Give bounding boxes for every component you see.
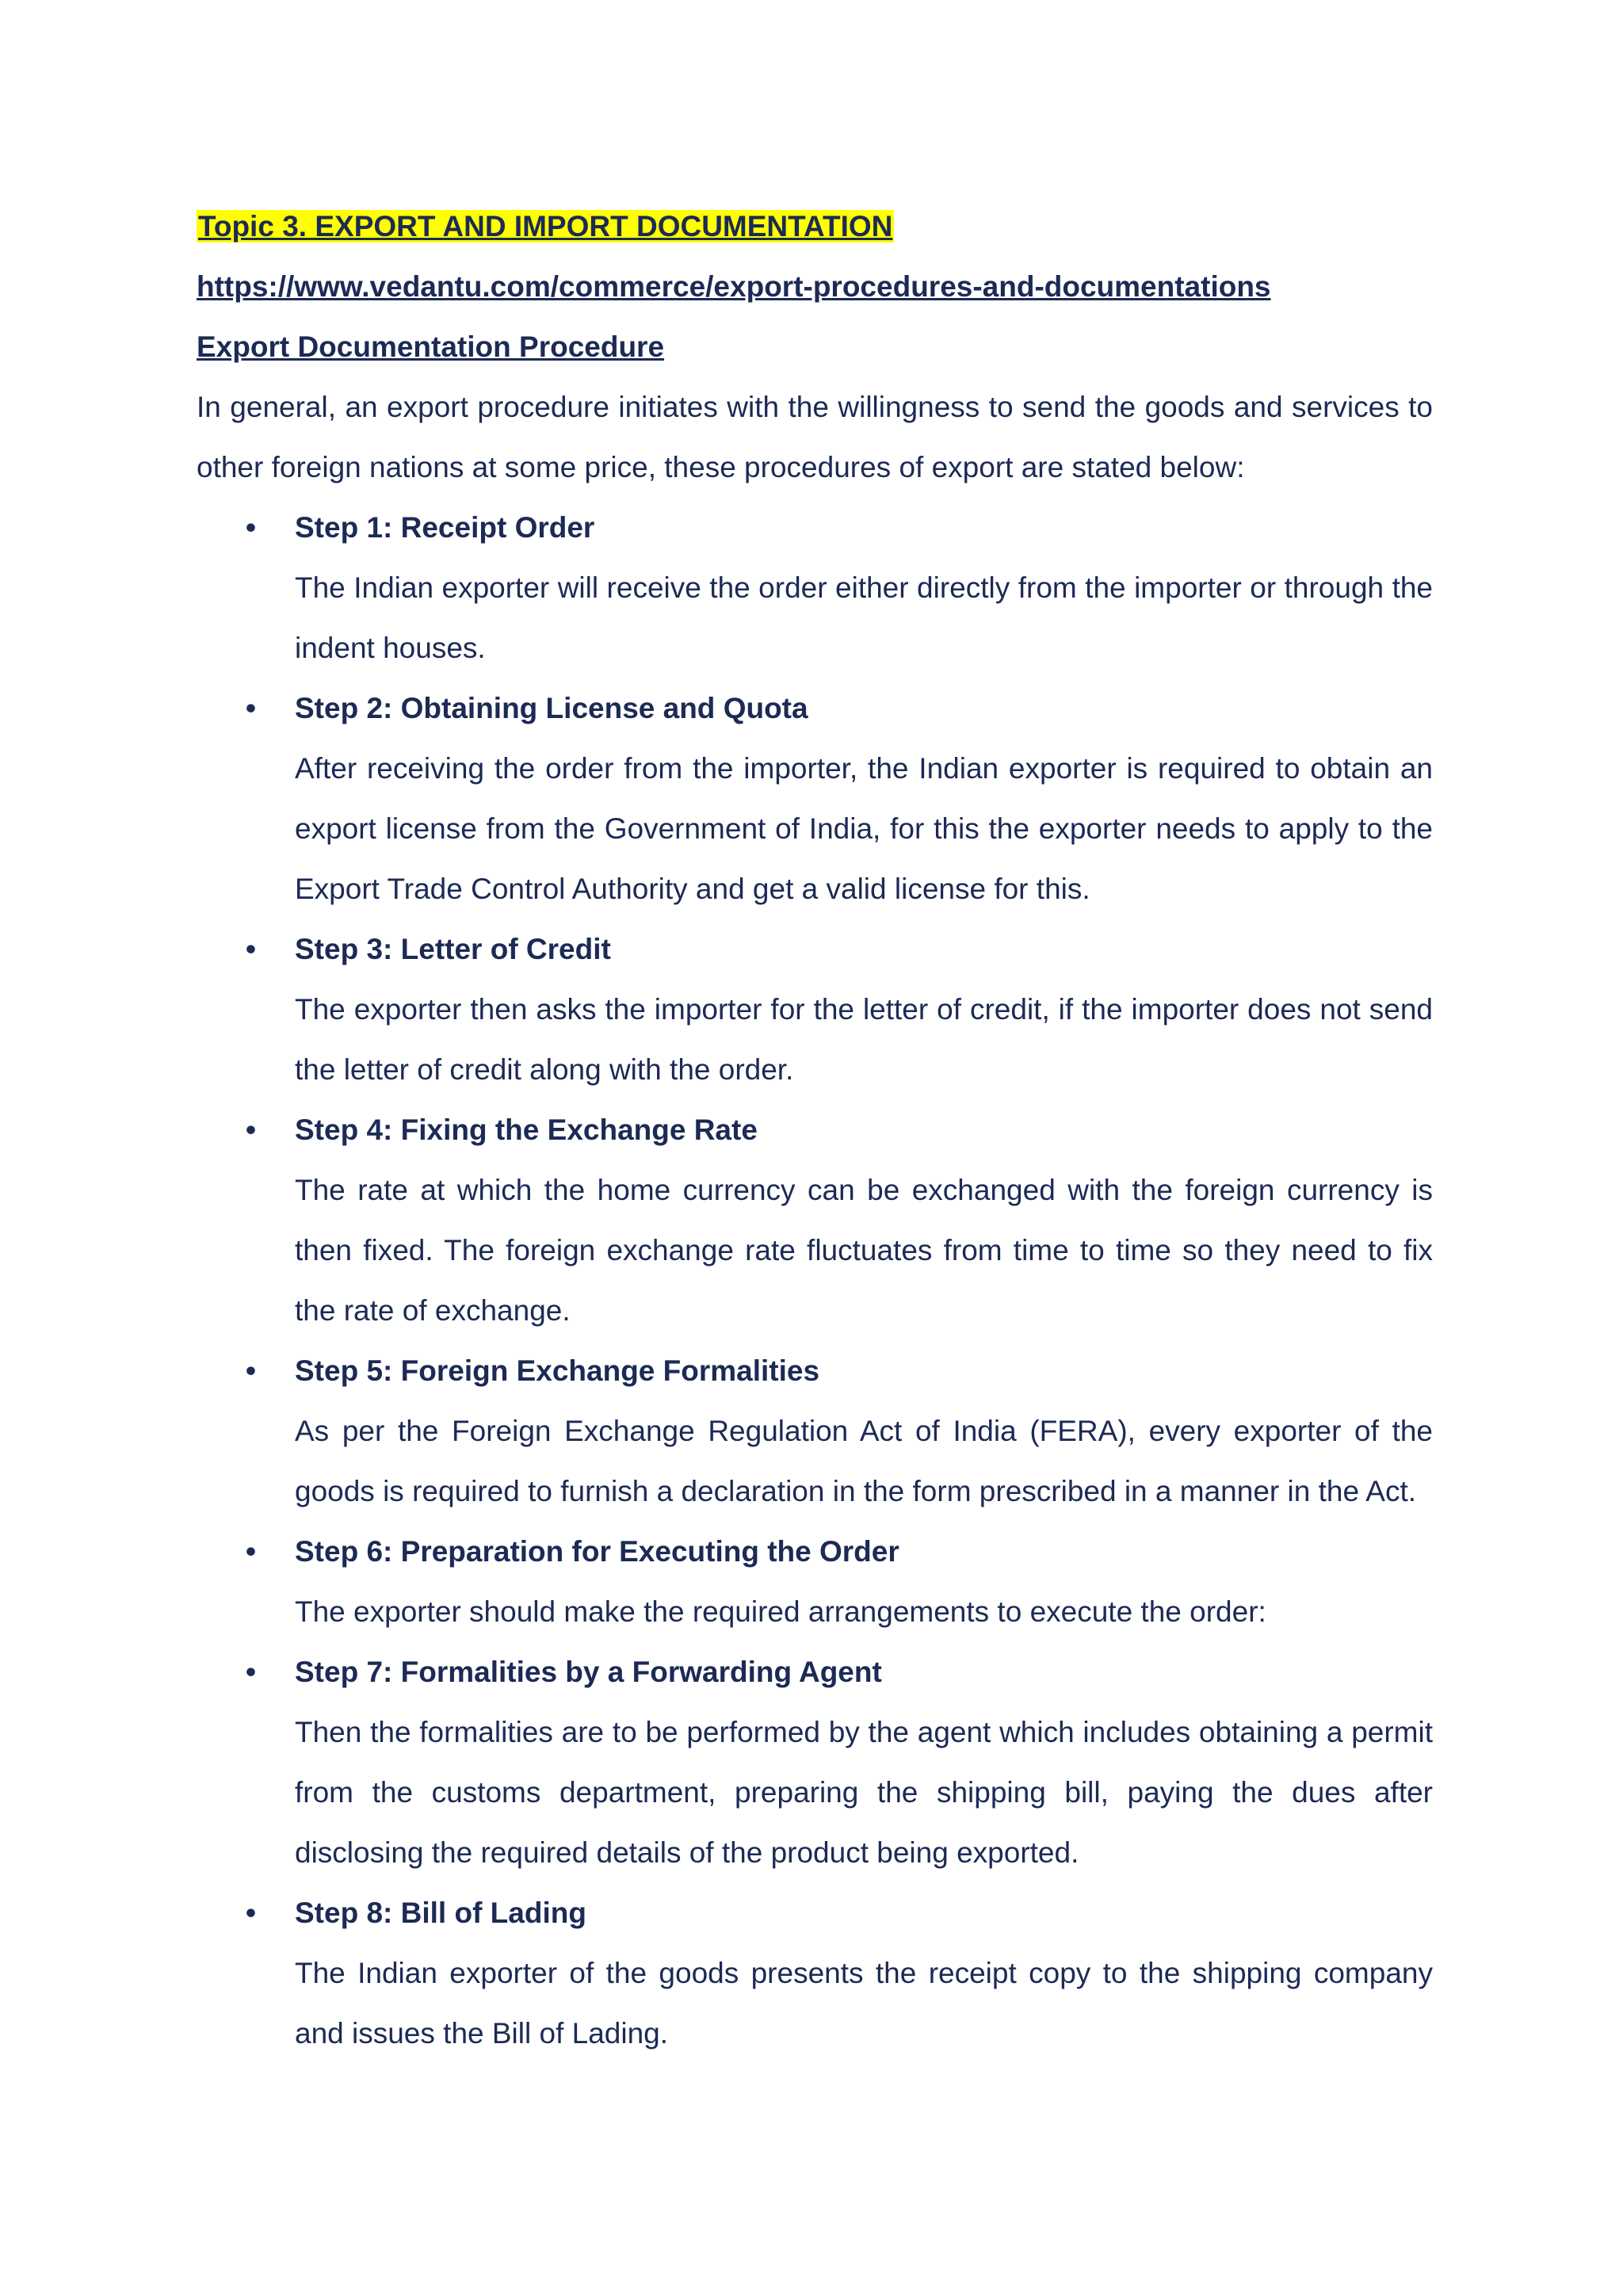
step-description: After receiving the order from the importer, the Indian exporter is required to obtain an export license from the Government of India, for this the exporter needs to apply to the Export Trade Control Authority and get a valid license for this. — [295, 752, 1433, 905]
step-item — [197, 919, 1433, 1100]
step-description: Then the formalities are to be performed by the agent which includes obtaining a permit from the customs department, preparing the shipping bill, paying the dues after disclosing the required details of the product being exported. — [295, 1716, 1433, 1869]
step-item — [197, 1883, 1433, 2064]
step-title: Step 5: Foreign Exchange Formalities — [295, 1354, 820, 1387]
step-item — [197, 1100, 1433, 1341]
step-description: The exporter should make the required arrangements to execute the order: — [295, 1595, 1266, 1628]
step-item — [197, 678, 1433, 919]
step-title: Step 8: Bill of Lading — [295, 1897, 586, 1929]
step-title: Step 7: Formalities by a Forwarding Agent — [295, 1656, 882, 1688]
step-description: The Indian exporter of the goods presents the receipt copy to the shipping company and issues the Bill of Lading. — [295, 1957, 1433, 2050]
topic-title-line — [197, 197, 1433, 257]
step-title: Step 6: Preparation for Executing the Order — [295, 1535, 899, 1568]
bullet-icon: • — [246, 1354, 256, 1387]
section-heading-line — [197, 317, 1433, 377]
section-heading: Export Documentation Procedure — [197, 330, 665, 363]
intro-paragraph: In general, an export procedure initiates with the willingness to send the goods and services to other foreign nations at some price, these procedures of export are stated below: — [197, 391, 1433, 483]
step-title: Step 1: Receipt Order — [295, 511, 595, 544]
bullet-icon: • — [246, 692, 256, 724]
step-description: The Indian exporter will receive the order either directly from the importer or through the indent houses. — [295, 571, 1433, 664]
bullet-icon: • — [246, 1114, 256, 1146]
step-title: Step 4: Fixing the Exchange Rate — [295, 1114, 758, 1146]
topic-title: Topic 3. EXPORT AND IMPORT DOCUMENTATION — [198, 210, 893, 243]
bullet-icon: • — [246, 511, 256, 544]
step-description: The exporter then asks the importer for the letter of credit, if the importer does not send the letter of credit along with the order. — [295, 993, 1433, 1086]
step-item — [197, 498, 1433, 678]
step-item — [197, 1522, 1433, 1642]
step-item — [197, 1642, 1433, 1883]
bullet-icon: • — [246, 1897, 256, 1929]
step-title: Step 2: Obtaining License and Quota — [295, 692, 808, 724]
bullet-icon: • — [246, 933, 256, 965]
step-description: The rate at which the home currency can be exchanged with the foreign currency is then fixed. The foreign exchange rate fluctuates from time to time so they need to fix the rate of exchange. — [295, 1174, 1433, 1327]
source-link[interactable]: https://www.vedantu.com/commerce/export-procedures-and-documentations — [197, 270, 1271, 303]
step-description: As per the Foreign Exchange Regulation Act of India (FERA), every exporter of the goods is required to furnish a declaration in the form prescribed in a manner in the Act. — [295, 1415, 1433, 1507]
step-item — [197, 1341, 1433, 1522]
step-title: Step 3: Letter of Credit — [295, 933, 611, 965]
bullet-icon: • — [246, 1535, 256, 1568]
steps-list — [197, 498, 1433, 2064]
bullet-icon: • — [246, 1656, 256, 1688]
source-link-line — [197, 257, 1433, 317]
